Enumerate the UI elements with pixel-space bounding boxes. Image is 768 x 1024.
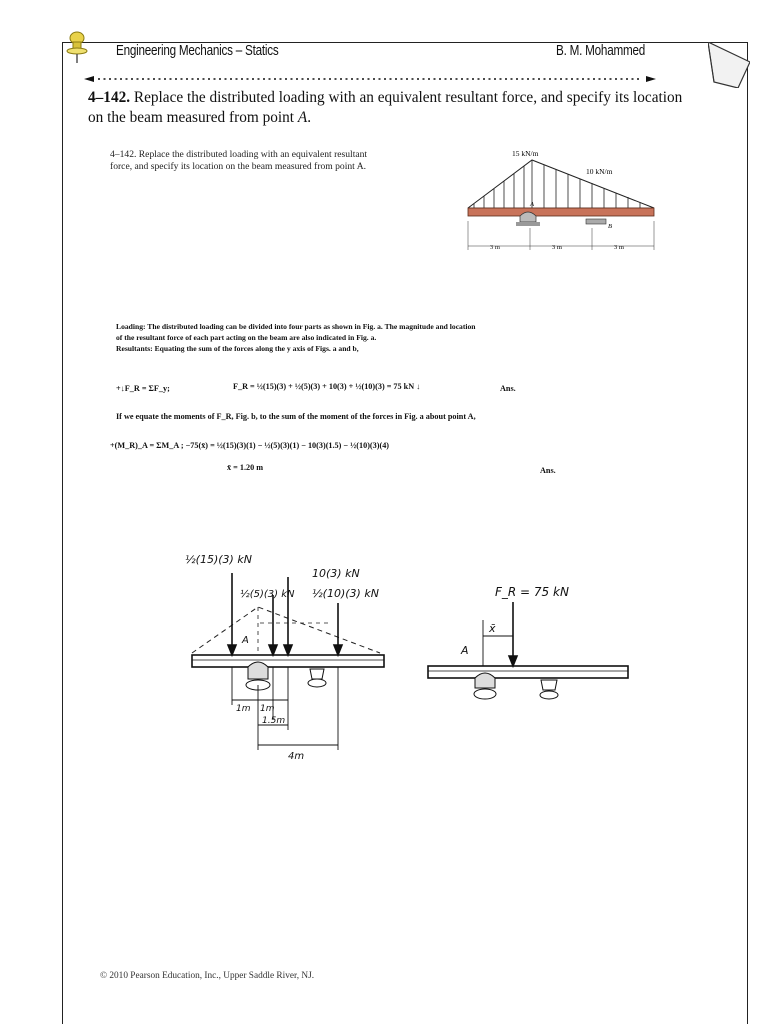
- resultants-line: Resultants: Equating the sum of the forces along the y axis of Figs. a and b,: [116, 344, 359, 353]
- answer-1-label: Ans.: [500, 384, 516, 393]
- point-b-label: B: [608, 223, 612, 230]
- solution-text: [116, 321, 536, 354]
- beam-load-figure: [462, 146, 662, 264]
- dim-1: 3 m: [490, 244, 500, 251]
- dotted-separator: [84, 74, 656, 84]
- fig-a-force-1: ½(15)(3) kN: [185, 553, 252, 566]
- fig-a-dim-1: 1m: [236, 704, 251, 714]
- point-a-label: A: [530, 201, 534, 208]
- dim-2: 3 m: [552, 244, 562, 251]
- fig-a-force-4: ½(10)(3) kN: [312, 587, 379, 600]
- fig-a-dim-3: 1.5m: [262, 716, 286, 726]
- loading-line: Loading: The distributed loading can be divided into four parts as shown in Fig. a. The magnitude and location: [116, 322, 476, 331]
- fig-a-dim-4: 4m: [288, 751, 305, 762]
- fig-a-force-3: ½(5)(3) kN: [240, 589, 295, 600]
- page-curl-icon: [708, 42, 750, 88]
- problem-point: A: [297, 109, 308, 126]
- load-right-label: 10 kN/m: [586, 167, 613, 176]
- free-body-figure-b: [425, 580, 635, 710]
- eq1-label: +↓F_R = ΣF_y;: [116, 384, 170, 393]
- fig-b-xbar: x̄: [489, 622, 496, 635]
- fig-a-point: A: [242, 635, 249, 646]
- header-right: B. M. Mohammed: [556, 42, 646, 59]
- dim-3: 3 m: [614, 244, 624, 251]
- fig-b-point: A: [461, 644, 469, 657]
- moment-equation: +(M_R)_A = ΣM_A ; −75(x̄) = ½(15)(3)(1) − ½(5)(3)(1) − 10(3)(1.5) − ½(10)(3)(4): [110, 441, 390, 450]
- answer-2-label: Ans.: [540, 466, 556, 475]
- moment-statement: If we equate the moments of F_R, Fig. b, to the sum of the moment of the forces in Fig. a about point A,: [116, 412, 476, 421]
- problem-statement: [88, 88, 688, 128]
- loading-line-2: of the resultant force of each part acting on the beam are also indicated in Fig. a.: [116, 333, 377, 342]
- scanned-problem-text: 4–142. Replace the distributed loading with an equivalent resultant force, and specify its location on the beam measured from point A.: [110, 149, 368, 172]
- load-left-label: 15 kN/m: [512, 149, 539, 158]
- problem-end: .: [307, 109, 312, 126]
- fig-a-force-2: 10(3) kN: [312, 567, 360, 580]
- problem-text: Replace the distributed loading with an equivalent resultant force, and specify its location on the beam measured from point: [88, 89, 683, 126]
- fig-b-force: F_R = 75 kN: [495, 585, 569, 599]
- fig-a-dim-2: 1m: [260, 704, 275, 714]
- header-left: Engineering Mechanics – Statics: [116, 42, 279, 59]
- problem-number: 4–142.: [88, 89, 131, 106]
- xbar-result: x̄ = 1.20 m: [227, 463, 264, 472]
- force-equation: F_R = ½(15)(3) + ½(5)(3) + 10(3) + ½(10)(3) = 75 kN ↓: [233, 382, 421, 391]
- pushpin-icon: [64, 30, 90, 64]
- copyright-footer: © 2010 Pearson Education, Inc., Upper Saddle River, NJ.: [100, 971, 315, 981]
- free-body-figure-a: [180, 545, 410, 770]
